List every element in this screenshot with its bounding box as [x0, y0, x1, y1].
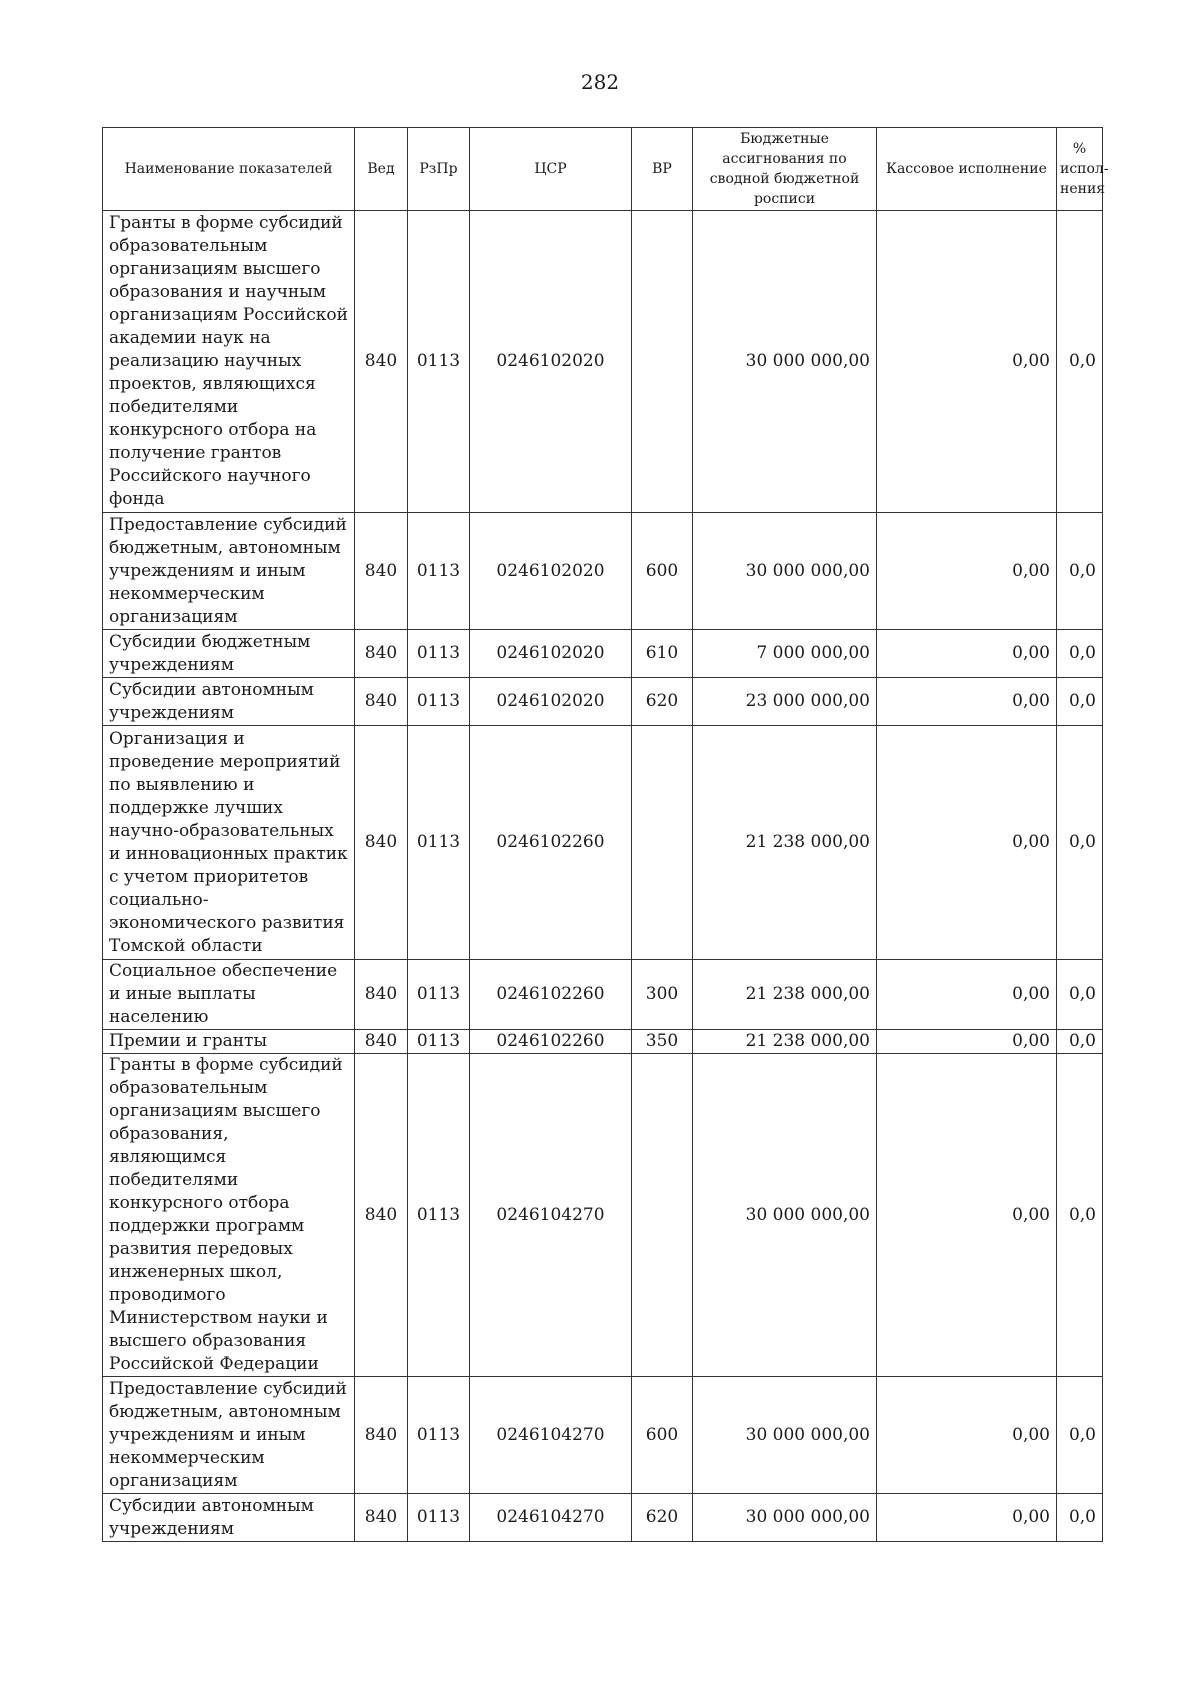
row-ved: 840 [355, 960, 408, 1030]
row-cash: 0,00 [877, 1494, 1057, 1542]
row-percent: 0,0 [1057, 630, 1103, 678]
row-csr: 0246102260 [470, 960, 632, 1030]
row-csr: 0246104270 [470, 1054, 632, 1377]
row-csr: 0246102020 [470, 211, 632, 513]
row-csr: 0246102020 [470, 630, 632, 678]
row-vr: 300 [632, 960, 693, 1030]
header-csr: ЦСР [470, 128, 632, 211]
table-row [103, 1377, 1103, 1494]
row-assignments: 21 238 000,00 [693, 960, 877, 1030]
header-percent: % испол-нения [1057, 128, 1103, 211]
row-percent: 0,0 [1057, 1494, 1103, 1542]
header-name: Наименование показателей [103, 128, 355, 211]
row-vr: 620 [632, 678, 693, 726]
row-rzpr: 0113 [408, 1030, 470, 1054]
table-row [103, 513, 1103, 630]
row-csr: 0246104270 [470, 1494, 632, 1542]
row-csr: 0246102020 [470, 678, 632, 726]
table-row [103, 1054, 1103, 1377]
row-assignments: 30 000 000,00 [693, 211, 877, 513]
row-percent: 0,0 [1057, 960, 1103, 1030]
budget-table [102, 127, 1109, 1542]
row-percent: 0,0 [1057, 1030, 1103, 1054]
row-cash: 0,00 [877, 630, 1057, 678]
row-cash: 0,00 [877, 678, 1057, 726]
row-name: Премии и гранты [103, 1030, 355, 1054]
row-name: Гранты в форме субсидий образовательным организациям высшего образования, являющимся победителями конкурсного отбора поддержки программ развития передовых инженерных школ, проводимого Министерством науки и высшего образования Российской Федерации [103, 1054, 355, 1377]
row-vr: 600 [632, 1377, 693, 1494]
row-rzpr: 0113 [408, 1054, 470, 1377]
table-row [103, 630, 1103, 678]
row-ved: 840 [355, 1030, 408, 1054]
row-percent: 0,0 [1057, 1054, 1103, 1377]
row-name: Субсидии автономным учреждениям [103, 1494, 355, 1542]
row-cash: 0,00 [877, 1030, 1057, 1054]
row-csr: 0246102260 [470, 726, 632, 960]
row-rzpr: 0113 [408, 211, 470, 513]
row-name: Гранты в форме субсидий образовательным организациям высшего образования и научным организациям Российской академии наук на реализацию научных проектов, являющихся победителями конкурсного отбора на получение грантов Российского научного фонда [103, 211, 355, 513]
row-assignments: 21 238 000,00 [693, 726, 877, 960]
row-ved: 840 [355, 1054, 408, 1377]
row-vr [632, 726, 693, 960]
row-ved: 840 [355, 1494, 408, 1542]
row-vr: 350 [632, 1030, 693, 1054]
row-name: Предоставление субсидий бюджетным, автономным учреждениям и иным некоммерческим организациям [103, 513, 355, 630]
row-vr [632, 1054, 693, 1377]
row-cash: 0,00 [877, 726, 1057, 960]
row-rzpr: 0113 [408, 630, 470, 678]
row-assignments: 7 000 000,00 [693, 630, 877, 678]
row-cash: 0,00 [877, 960, 1057, 1030]
table-row [103, 211, 1103, 513]
row-rzpr: 0113 [408, 678, 470, 726]
row-vr: 610 [632, 630, 693, 678]
row-ved: 840 [355, 726, 408, 960]
row-assignments: 30 000 000,00 [693, 1377, 877, 1494]
row-ved: 840 [355, 1377, 408, 1494]
row-csr: 0246104270 [470, 1377, 632, 1494]
row-assignments: 30 000 000,00 [693, 1494, 877, 1542]
row-rzpr: 0113 [408, 1494, 470, 1542]
table-row [103, 1030, 1103, 1054]
row-percent: 0,0 [1057, 513, 1103, 630]
table-row [103, 1494, 1103, 1542]
page-number: 282 [580, 70, 620, 94]
row-ved: 840 [355, 513, 408, 630]
row-name: Социальное обеспечение и иные выплаты населению [103, 960, 355, 1030]
row-csr: 0246102260 [470, 1030, 632, 1054]
row-percent: 0,0 [1057, 678, 1103, 726]
row-name: Субсидии бюджетным учреждениям [103, 630, 355, 678]
header-row [103, 128, 1103, 211]
row-ved: 840 [355, 211, 408, 513]
row-name: Предоставление субсидий бюджетным, автономным учреждениям и иным некоммерческим организациям [103, 1377, 355, 1494]
header-cash: Кассовое исполнение [877, 128, 1057, 211]
row-rzpr: 0113 [408, 960, 470, 1030]
row-assignments: 30 000 000,00 [693, 1054, 877, 1377]
row-rzpr: 0113 [408, 1377, 470, 1494]
row-percent: 0,0 [1057, 1377, 1103, 1494]
row-assignments: 30 000 000,00 [693, 513, 877, 630]
table-row [103, 726, 1103, 960]
row-rzpr: 0113 [408, 513, 470, 630]
header-vr: ВР [632, 128, 693, 211]
header-rzpr: РзПр [408, 128, 470, 211]
row-cash: 0,00 [877, 1377, 1057, 1494]
row-vr: 620 [632, 1494, 693, 1542]
header-ved: Вед [355, 128, 408, 211]
row-cash: 0,00 [877, 211, 1057, 513]
row-ved: 840 [355, 678, 408, 726]
row-vr: 600 [632, 513, 693, 630]
row-name: Субсидии автономным учреждениям [103, 678, 355, 726]
row-percent: 0,0 [1057, 211, 1103, 513]
row-percent: 0,0 [1057, 726, 1103, 960]
row-name: Организация и проведение мероприятий по выявлению и поддержке лучших научно-образовательных и инновационных практик с учетом приоритетов социально-экономического развития Томской области [103, 726, 355, 960]
table-row [103, 960, 1103, 1030]
row-assignments: 21 238 000,00 [693, 1030, 877, 1054]
row-assignments: 23 000 000,00 [693, 678, 877, 726]
row-csr: 0246102020 [470, 513, 632, 630]
row-cash: 0,00 [877, 513, 1057, 630]
row-cash: 0,00 [877, 1054, 1057, 1377]
table-row [103, 678, 1103, 726]
row-vr [632, 211, 693, 513]
row-rzpr: 0113 [408, 726, 470, 960]
header-assignments: Бюджетные ассигнования по сводной бюджетной росписи [693, 128, 877, 211]
row-ved: 840 [355, 630, 408, 678]
